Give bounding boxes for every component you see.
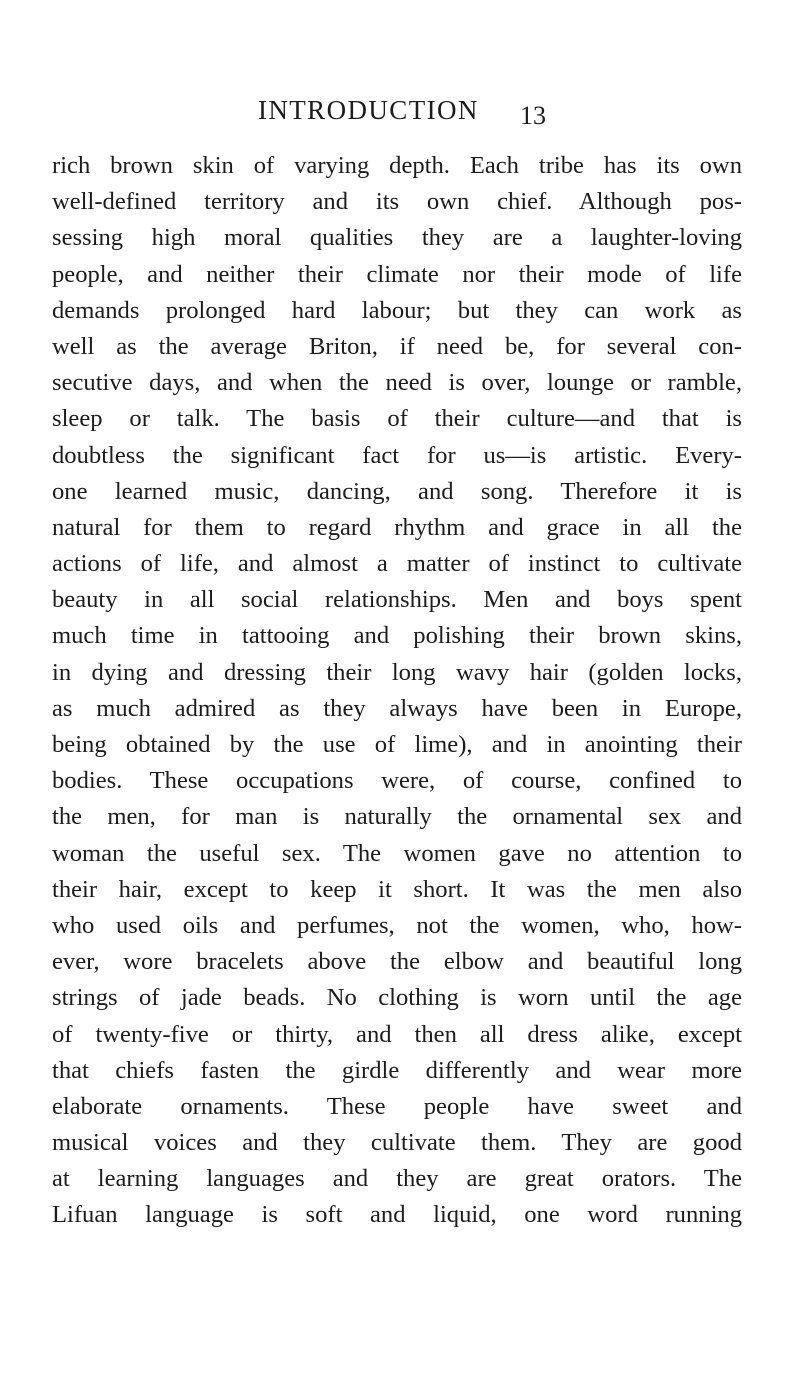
text-line: natural for them to regard rhythm and grace in all the: [52, 513, 742, 541]
text-line: well-defined territory and its own chief. Although pos-: [52, 188, 742, 216]
running-head: [0, 94, 800, 134]
running-head-title: INTRODUCTION: [258, 95, 479, 125]
text-line: demands prolonged hard labour; but they can work as: [52, 296, 742, 324]
text-line: actions of life, and almost a matter of instinct to cultivate: [52, 550, 742, 578]
text-line: sleep or talk. The basis of their culture—and that is: [52, 405, 742, 433]
text-line: woman the useful sex. The women gave no attention to: [52, 839, 742, 867]
text-line: being obtained by the use of lime), and in anointing their: [52, 731, 742, 758]
text-line: sessing high moral qualities they are a laughter-loving: [52, 224, 742, 252]
text-line: who used oils and perfumes, not the women, who, how-: [52, 911, 742, 939]
text-line: people, and neither their climate nor their mode of life: [52, 260, 742, 288]
text-line: bodies. These occupations were, of course, confined to: [52, 767, 742, 795]
text-line: elaborate ornaments. These people have sweet and: [52, 1092, 742, 1120]
text-line: strings of jade beads. No clothing is worn until the age: [52, 984, 742, 1012]
text-line: in dying and dressing their long wavy hair (golden locks,: [52, 658, 742, 686]
text-line: as much admired as they always have been in Europe,: [52, 694, 742, 722]
text-line: ever, wore bracelets above the elbow and beautiful long: [52, 948, 742, 976]
text-line: one learned music, dancing, and song. Therefore it is: [52, 477, 742, 505]
text-line: musical voices and they cultivate them. They are good: [52, 1129, 742, 1157]
text-line: at learning languages and they are great orators. The: [52, 1165, 742, 1193]
text-line: doubtless the significant fact for us—is artistic. Every-: [52, 441, 742, 469]
text-line: Lifuan language is soft and liquid, one word running: [52, 1201, 742, 1229]
text-line: well as the average Briton, if need be, for several con-: [52, 332, 742, 360]
page-number: 13: [520, 101, 546, 130]
text-line: rich brown skin of varying depth. Each tribe has its own: [52, 152, 742, 179]
text-line: beauty in all social relationships. Men and boys spent: [52, 586, 742, 614]
text-line: the men, for man is naturally the ornamental sex and: [52, 803, 742, 831]
text-line: their hair, except to keep it short. It was the men also: [52, 875, 742, 903]
text-line: much time in tattooing and polishing their brown skins,: [52, 622, 742, 650]
text-line: secutive days, and when the need is over, lounge or ramble,: [52, 369, 742, 397]
text-line: that chiefs fasten the girdle differently and wear more: [52, 1056, 742, 1084]
body-text: [52, 148, 742, 1234]
text-line: of twenty-five or thirty, and then all dress alike, except: [52, 1020, 742, 1048]
